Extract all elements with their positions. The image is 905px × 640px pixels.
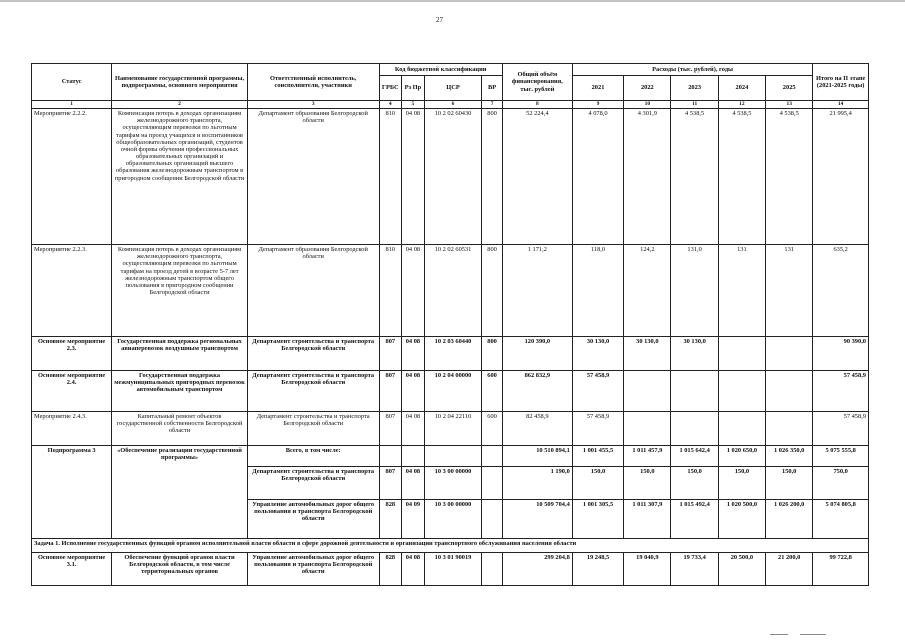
row-2021: 1 001 455,5 xyxy=(572,446,623,467)
row-total: 1 190,0 xyxy=(502,467,572,500)
row-total: 862 832,9 xyxy=(502,371,572,412)
row-2025: 4 538,5 xyxy=(766,109,813,245)
row-stage-total: 750,0 xyxy=(813,467,869,500)
row-2022: 4 301,9 xyxy=(624,109,671,245)
row-2025: 1 026 200,0 xyxy=(766,500,813,539)
row-grbs: 807 xyxy=(379,467,402,500)
row-csr: 10 2 02 60531 xyxy=(424,245,482,337)
column-number: 3 xyxy=(247,101,379,109)
column-number: 9 xyxy=(572,101,623,109)
table-row xyxy=(32,412,869,446)
header-year-2025: 2025 xyxy=(766,76,813,101)
row-vr xyxy=(482,500,503,539)
row-grbs: 828 xyxy=(379,553,402,586)
row-executor: Департамент образования Белгородской области xyxy=(247,245,379,337)
row-2021: 57 458,9 xyxy=(572,371,623,412)
row-2022: 124,2 xyxy=(624,245,671,337)
row-2024: 4 538,5 xyxy=(718,109,765,245)
header-rzpr: Рз Пр xyxy=(402,76,425,101)
row-csr: 10 2 04 00000 xyxy=(424,371,482,412)
row-2021: 1 001 305,5 xyxy=(572,500,623,539)
header-year-2024: 2024 xyxy=(718,76,765,101)
row-total: 120 390,0 xyxy=(502,337,572,371)
row-2021: 57 458,9 xyxy=(572,412,623,446)
row-rzpr xyxy=(402,446,425,467)
row-2024: 150,0 xyxy=(718,467,765,500)
row-vr: 800 xyxy=(482,109,503,245)
row-total: 82 458,9 xyxy=(502,412,572,446)
row-2022: 150,0 xyxy=(624,467,671,500)
table-row xyxy=(32,245,869,337)
row-rzpr: 04 08 xyxy=(402,553,425,586)
column-number: 6 xyxy=(424,101,482,109)
row-2023 xyxy=(671,412,718,446)
header-row-1 xyxy=(32,64,869,76)
row-vr xyxy=(482,467,503,500)
row-stage-total: 57 458,9 xyxy=(813,371,869,412)
row-status: Основное мероприятие 2.4. xyxy=(32,371,112,412)
table-row xyxy=(32,109,869,245)
row-2025 xyxy=(766,412,813,446)
row-2024: 131 xyxy=(718,245,765,337)
row-vr xyxy=(482,553,503,586)
row-grbs: 810 xyxy=(379,109,402,245)
row-2022 xyxy=(624,412,671,446)
row-name: Компенсация потерь в доходах организациям железнодорожного транспорта, осуществляющим перевозки по льготным тарифам на проезд детей в возрасте 5-7 лет железнодорожным транспортом общего пользования в пригородном сообщении Белгородской области xyxy=(112,245,248,337)
row-grbs: 807 xyxy=(379,412,402,446)
row-2024: 1 020 500,0 xyxy=(718,500,765,539)
row-executor: Департамент строительства и транспорта Белгородской области xyxy=(247,412,379,446)
scan-top-edge xyxy=(0,0,905,2)
row-grbs xyxy=(379,446,402,467)
row-csr: 10 3 01 90019 xyxy=(424,553,482,586)
row-vr: 600 xyxy=(482,371,503,412)
row-grbs: 828 xyxy=(379,500,402,539)
row-2025: 1 026 350,0 xyxy=(766,446,813,467)
row-2021: 19 248,5 xyxy=(572,553,623,586)
row-executor: Управление автомобильных дорог общего пользования и транспорта Белгородской области xyxy=(247,553,379,586)
row-2021: 4 078,0 xyxy=(572,109,623,245)
row-status: Мероприятие 2.2.2. xyxy=(32,109,112,245)
header-stage-total: Итого на II этапе (2021-2025 годы) xyxy=(813,64,869,101)
row-stage-total: 99 722,8 xyxy=(813,553,869,586)
row-2023: 131,0 xyxy=(671,245,718,337)
row-csr: 10 2 04 22110 xyxy=(424,412,482,446)
header-status: Статус xyxy=(32,64,112,101)
scan-artifact xyxy=(800,634,826,635)
header-name: Наименование государственной программы, подпрограммы, основного мероприятия xyxy=(112,64,248,101)
header-budget-code: Код бюджетной классификации xyxy=(379,64,502,76)
task-title: Задача 1. Исполнение государственных функций органом исполнительной власти области в сфере дорожной деятельности и организации транспортного обслуживания населения области xyxy=(32,539,869,553)
row-name: Капитальный ремонт объектов государственной собственности Белгородской области xyxy=(112,412,248,446)
row-rzpr: 04 08 xyxy=(402,337,425,371)
row-2025: 21 200,0 xyxy=(766,553,813,586)
row-csr: 10 2 02 60430 xyxy=(424,109,482,245)
row-stage-total: 5 074 805,8 xyxy=(813,500,869,539)
header-year-2023: 2023 xyxy=(671,76,718,101)
row-rzpr: 04 08 xyxy=(402,371,425,412)
row-name: Государственная поддержка межмуниципальных пригородных перевозок автомобильным транспортом xyxy=(112,371,248,412)
row-status: Основное мероприятие 2.3. xyxy=(32,337,112,371)
header-executor: Ответственный исполнитель, соисполнители, участники xyxy=(247,64,379,101)
header-csr: ЦСР xyxy=(424,76,482,101)
row-2022 xyxy=(624,371,671,412)
row-2023: 150,0 xyxy=(671,467,718,500)
row-total: 1 171,2 xyxy=(502,245,572,337)
column-number: 2 xyxy=(112,101,248,109)
column-number-row xyxy=(32,101,869,109)
row-csr xyxy=(424,446,482,467)
column-number: 10 xyxy=(624,101,671,109)
column-number: 13 xyxy=(766,101,813,109)
row-vr: 600 xyxy=(482,412,503,446)
row-name: Государственная поддержка региональных авиаперевозок воздушным транспортом xyxy=(112,337,248,371)
budget-table xyxy=(31,63,869,586)
row-rzpr: 04 08 xyxy=(402,467,425,500)
row-2023: 4 538,5 xyxy=(671,109,718,245)
row-total: 299 204,8 xyxy=(502,553,572,586)
row-rzpr: 04 09 xyxy=(402,500,425,539)
column-number: 12 xyxy=(718,101,765,109)
scan-artifact xyxy=(770,634,788,635)
row-rzpr: 04 08 xyxy=(402,245,425,337)
row-csr: 10 2 03 60440 xyxy=(424,337,482,371)
row-name: Обеспечение функций органов власти Белгородской области, в том числе территориальных органов xyxy=(112,553,248,586)
row-2025: 150,0 xyxy=(766,467,813,500)
row-2021: 30 130,0 xyxy=(572,337,623,371)
row-vr xyxy=(482,446,503,467)
row-stage-total: 5 075 555,8 xyxy=(813,446,869,467)
row-executor: Департамент строительства и транспорта Белгородской области xyxy=(247,467,379,500)
column-number: 1 xyxy=(32,101,112,109)
row-2023: 19 733,4 xyxy=(671,553,718,586)
table-row xyxy=(32,337,869,371)
subprogram-total-row xyxy=(32,446,869,467)
row-2021: 150,0 xyxy=(572,467,623,500)
row-status: Мероприятие 2.4.3. xyxy=(32,412,112,446)
row-rzpr: 04 08 xyxy=(402,412,425,446)
row-2025 xyxy=(766,371,813,412)
column-number: 14 xyxy=(813,101,869,109)
row-executor: Всего, в том числе: xyxy=(247,446,379,467)
row-2025: 131 xyxy=(766,245,813,337)
column-number: 4 xyxy=(379,101,402,109)
row-name: Компенсация потерь в доходах организациям железнодорожного транспорта, осуществляющим перевозки по льготным тарифам на проезд учащихся и воспитанников общеобразовательных организаций, студентов очной формы обучения профессиональных образовательных организаций и образовательных организаций высшего образования железнодорожным транспортом в пригородном сообщении Белгородской области xyxy=(112,109,248,245)
row-vr: 800 xyxy=(482,245,503,337)
row-status: Основное мероприятие 3.1. xyxy=(32,553,112,586)
row-status: Мероприятие 2.2.3. xyxy=(32,245,112,337)
row-total: 10 509 704,4 xyxy=(502,500,572,539)
header-year-2022: 2022 xyxy=(624,76,671,101)
subprogram-name: «Обеспечение реализации государственной программы» xyxy=(112,446,248,539)
row-2022: 30 130,0 xyxy=(624,337,671,371)
row-rzpr: 04 08 xyxy=(402,109,425,245)
column-number: 11 xyxy=(671,101,718,109)
page-number: 27 xyxy=(436,16,443,24)
row-2024 xyxy=(718,371,765,412)
row-executor: Департамент строительства и транспорта Белгородской области xyxy=(247,371,379,412)
table-row xyxy=(32,371,869,412)
row-2025 xyxy=(766,337,813,371)
task-row xyxy=(32,539,869,553)
row-grbs: 807 xyxy=(379,337,402,371)
subprogram-status: Подпрограмма 3 xyxy=(32,446,112,539)
row-executor: Департамент строительства и транспорта Белгородской области xyxy=(247,337,379,371)
row-2022: 1 011 457,9 xyxy=(624,446,671,467)
row-stage-total: 635,2 xyxy=(813,245,869,337)
row-2024: 20 500,0 xyxy=(718,553,765,586)
row-csr: 10 3 00 00000 xyxy=(424,500,482,539)
column-number: 8 xyxy=(502,101,572,109)
column-number: 7 xyxy=(482,101,503,109)
row-stage-total: 21 995,4 xyxy=(813,109,869,245)
row-stage-total: 57 458,9 xyxy=(813,412,869,446)
row-2024 xyxy=(718,337,765,371)
header-total-funding: Общий объём финансирования, тыс. рублей xyxy=(502,64,572,101)
row-2022: 19 040,9 xyxy=(624,553,671,586)
header-grbs: ГРБС xyxy=(379,76,402,101)
row-grbs: 807 xyxy=(379,371,402,412)
row-vr: 800 xyxy=(482,337,503,371)
row-2022: 1 011 307,9 xyxy=(624,500,671,539)
row-2023: 1 015 492,4 xyxy=(671,500,718,539)
header-year-2021: 2021 xyxy=(572,76,623,101)
row-2021: 118,0 xyxy=(572,245,623,337)
row-executor: Управление автомобильных дорог общего пользования и транспорта Белгородской области xyxy=(247,500,379,539)
column-number: 5 xyxy=(402,101,425,109)
row-csr: 10 3 00 00000 xyxy=(424,467,482,500)
row-2023: 30 130,0 xyxy=(671,337,718,371)
row-total: 10 510 894,1 xyxy=(502,446,572,467)
row-2024: 1 020 650,0 xyxy=(718,446,765,467)
row-executor: Департамент образования Белгородской области xyxy=(247,109,379,245)
table-row xyxy=(32,553,869,586)
row-total: 52 224,4 xyxy=(502,109,572,245)
row-2023 xyxy=(671,371,718,412)
row-2023: 1 015 642,4 xyxy=(671,446,718,467)
header-expenses: Расходы (тыс. рублей), годы xyxy=(572,64,813,76)
row-grbs: 810 xyxy=(379,245,402,337)
row-2024 xyxy=(718,412,765,446)
row-stage-total: 90 390,0 xyxy=(813,337,869,371)
header-vr: ВР xyxy=(482,76,503,101)
